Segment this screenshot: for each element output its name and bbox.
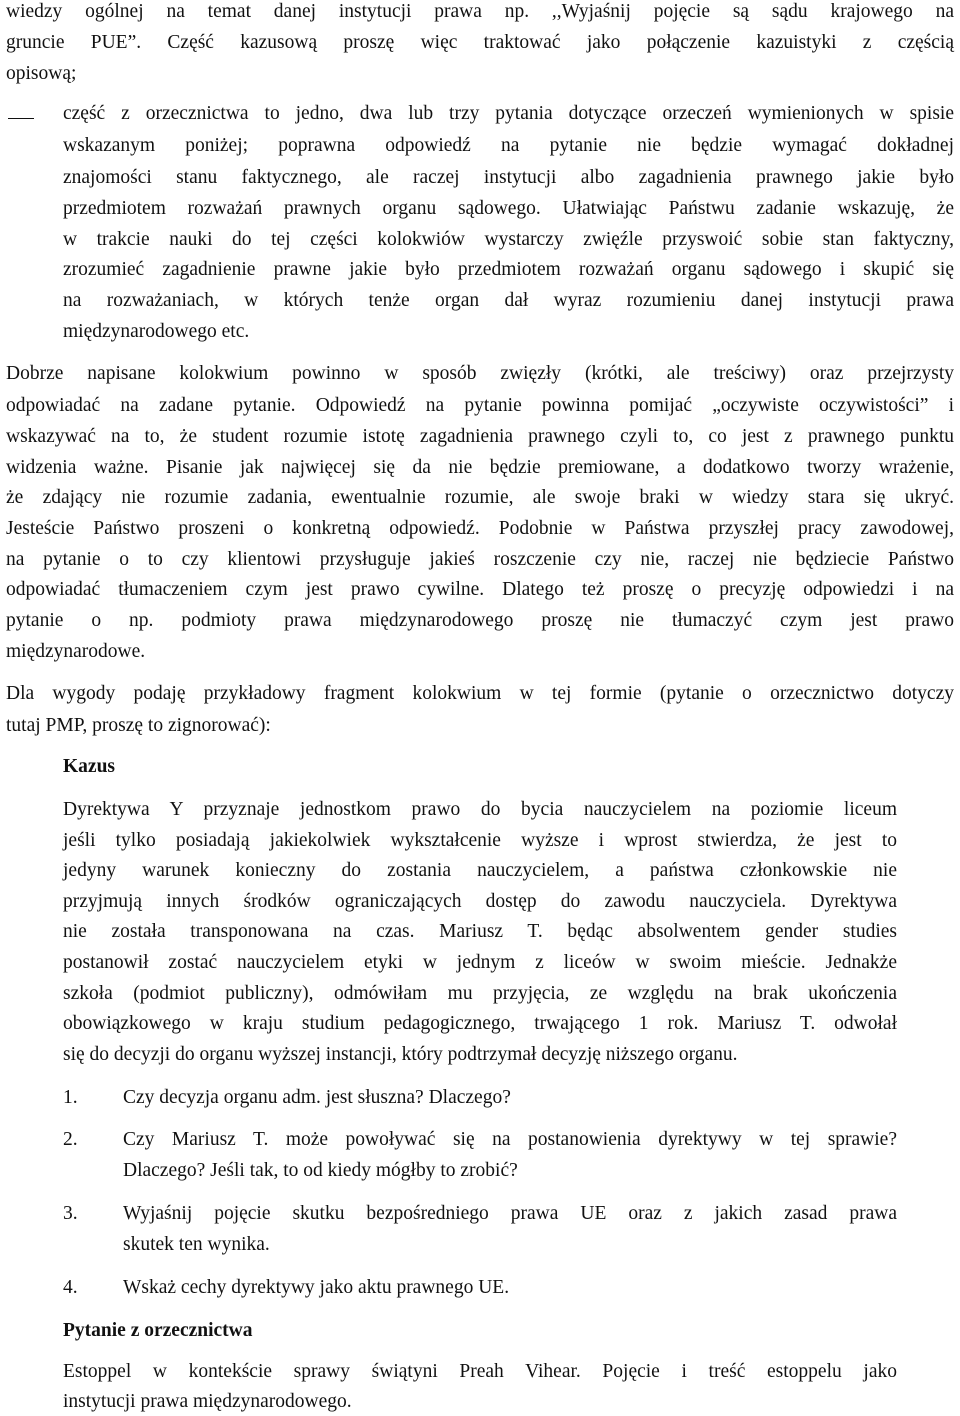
bullet-line: przedmiotem rozważań prawnych organu sądowego. Ułatwiając Państwu zadanie wskazuję, że xyxy=(63,198,954,219)
example-intro-line: Dla wygody podaję przykładowy fragment kolokwium w tej formie (pytanie o orzecznictwo dotyczy xyxy=(6,683,954,704)
bullet-line: w trakcie nauki do tej części kolokwiów wystarczy zwięźle przyswoić sobie stan faktyczny, xyxy=(63,229,954,250)
kazus-line: postanowił zostać nauczycielem etyki w jednym z liceów w swoim mieście. Jednakże xyxy=(63,952,897,973)
bullet-line: część z orzecznictwa to jedno, dwa lub trzy pytania dotyczące orzeczeń wymienionych w spisie xyxy=(63,103,954,124)
kazus-line: się do decyzji do organu wyższej instancji, który podtrzymał decyzję niższego organu. xyxy=(63,1044,738,1065)
paragraph-line: odpowiadać na zadane pytanie. Odpowiedź na pytanie powinna pomijać „oczywiste oczywistości” i xyxy=(6,395,954,416)
kazus-heading: Kazus xyxy=(63,756,116,777)
kazus-line: jedyny warunek konieczny do zostania nauczycielem, a państwa członkowskie nie xyxy=(63,860,897,881)
intro-line: wiedzy ogólnej na temat danej instytucji prawa np. ,,Wyjaśnij pojęcie są sądu krajowego na xyxy=(6,1,954,22)
example-intro-line: tutaj PMP, proszę to zignorować): xyxy=(6,715,271,736)
kazus-line: szkoła (podmiot publiczny), odmówiłam mu przyjęcia, ze względu na brak ukończenia xyxy=(63,983,897,1004)
question-number: 3. xyxy=(63,1203,78,1224)
question-text: skutek ten wynika. xyxy=(123,1234,270,1255)
paragraph-line: wskazywać na to, że student rozumie istotę zagadnienia prawnego czyli to, co jest z prawnego punktu xyxy=(6,426,954,447)
question-text: Wskaż cechy dyrektywy jako aktu prawnego UE. xyxy=(123,1277,510,1298)
orzecznictwo-heading: Pytanie z orzecznictwa xyxy=(63,1320,253,1341)
kazus-line: jeśli tylko posiadają jakiekolwiek wykształcenie wyższe i wprost stwierdza, że jest to xyxy=(63,830,897,851)
question-number: 1. xyxy=(63,1087,78,1108)
kazus-line: przyjmują innych środków ograniczających dostęp do zawodu nauczyciela. Dyrektywa xyxy=(63,891,897,912)
kazus-line: nie została transponowana na czas. Mariusz T. będąc absolwentem gender studies xyxy=(63,921,897,942)
question-number: 4. xyxy=(63,1277,78,1298)
bullet-line: międzynarodowego etc. xyxy=(63,321,250,342)
intro-line: gruncie PUE”. Część kazusową proszę więc traktować jako połączenie kazuistyki z częścią xyxy=(6,32,954,53)
paragraph-line: widzenia ważne. Pisanie jak najwięcej się da nie będzie premiowane, a dodatkowo tworzy wrażenie, xyxy=(6,457,954,478)
orzecznictwo-line: Estoppel w kontekście sprawy świątyni Preah Vihear. Pojęcie i treść estoppelu jako xyxy=(63,1361,897,1382)
kazus-line: obowiązkowego w kraju studium pedagogicznego, trwającego 1 rok. Mariusz T. odwołał xyxy=(63,1013,897,1034)
question-text: Czy decyzja organu adm. jest słuszna? Dlaczego? xyxy=(123,1087,511,1108)
bullet-line: zrozumieć zagadnienie prawne jakie było przedmiotem rozważań organu sądowego i skupić się xyxy=(63,259,954,280)
question-text: Czy Mariusz T. może powoływać się na postanowienia dyrektywy w tej sprawie? xyxy=(123,1129,897,1150)
orzecznictwo-line: instytucji prawa międzynarodowego. xyxy=(63,1391,352,1412)
list-dash-marker xyxy=(8,118,34,119)
intro-line: opisową; xyxy=(6,63,77,84)
question-number: 2. xyxy=(63,1129,78,1150)
kazus-line: Dyrektywa Y przyznaje jednostkom prawo do bycia nauczycielem na poziomie liceum xyxy=(63,799,897,820)
paragraph-line: Dobrze napisane kolokwium powinno w sposób zwięzły (krótki, ale treściwy) oraz przejrzysty xyxy=(6,363,954,384)
paragraph-line: odpowiadać tłumaczeniem czym jest prawo cywilne. Dlatego też proszę o precyzję odpowiedzi i na xyxy=(6,579,954,600)
paragraph-line: na pytanie o to czy klientowi przysługuje jakieś roszczenie czy nie, raczej nie będziecie Państwo xyxy=(6,549,954,570)
paragraph-line: Jesteście Państwo proszeni o konkretną odpowiedź. Podobnie w Państwa przyszłej pracy zawodowej, xyxy=(6,518,954,539)
question-text: Wyjaśnij pojęcie skutku bezpośredniego prawa UE oraz z jakich zasad prawa xyxy=(123,1203,897,1224)
paragraph-line: międzynarodowe. xyxy=(6,641,146,662)
bullet-line: na rozważaniach, w których tenże organ dał wyraz rozumieniu danej instytucji prawa xyxy=(63,290,954,311)
paragraph-line: pytanie o np. podmioty prawa międzynarodowego proszę nie tłumaczyć czym jest prawo xyxy=(6,610,954,631)
question-text: Dlaczego? Jeśli tak, to od kiedy mógłby to zrobić? xyxy=(123,1160,518,1181)
bullet-line: wskazanym poniżej; poprawna odpowiedź na pytanie nie będzie wymagać dokładnej xyxy=(63,135,954,156)
paragraph-line: że zdający nie rozumie zadania, ewentualnie rozumie, ale swoje braki w wiedzy stara się ukryć. xyxy=(6,487,954,508)
bullet-line: znajomości stanu faktycznego, ale raczej instytucji albo zagadnienia prawnego jakie było xyxy=(63,167,954,188)
